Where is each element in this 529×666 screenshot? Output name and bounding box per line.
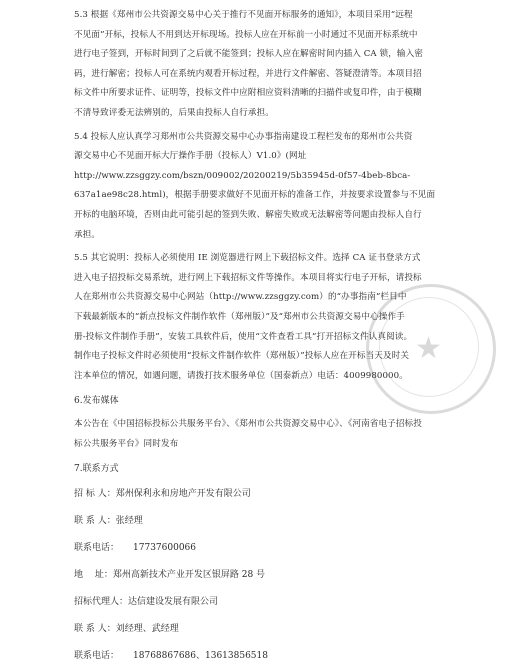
contact-row — [74, 593, 499, 612]
contact-value: 郑州高新技术产业开发区银屏路 28 号 — [112, 570, 266, 581]
text-line: 册-投标文件制作手册”，安装工具软件后，使用“文件查看工具”打开招标文件认真阅读。 — [74, 331, 413, 342]
contact-value: 刘经理、武经理 — [115, 624, 179, 635]
text-line: 不清导致评委无法辨别的，后果由投标人自行承担。 — [74, 107, 274, 118]
paragraph-p53 — [74, 6, 499, 124]
text-line: 进行电子签到，开标时间到了之后就不能签到；投标人应在解密时间内插入 CA 锁，输入密 — [74, 49, 424, 60]
text-line: 进入电子招投标交易系统，进行网上下载招标文件等操作。本项目将实行电子开标，请投标 — [74, 272, 422, 283]
contact-label: 地 址： — [74, 570, 113, 581]
section-media — [74, 392, 499, 454]
seal-star-icon: ★ — [415, 331, 442, 366]
text-line: 下载最新版本的“新点投标文件制作软件（郑州版）”及“郑州市公共资源交易中心操作手 — [74, 311, 405, 322]
text-line: 标文件中所要求证件、证明等，投标文件中应附相应资料清晰的扫描件或复印件，由于模糊 — [74, 88, 422, 99]
body-paragraphs — [74, 6, 499, 386]
text-line: 人在郑州市公共资源交易中心网站（http://www.zzsggzy.com）的“办事指南”栏目中 — [74, 292, 407, 303]
text-line: 5.3 根据《郑州市公共资源交易中心关于推行不见面开标服务的通知》，本项目采用“远程 — [74, 10, 413, 20]
section-contact — [74, 460, 499, 666]
section-contact-heading: 7.联系方式 — [74, 464, 119, 475]
contact-label: 联系电话： — [74, 651, 120, 662]
contact-value: 达信建设发展有限公司 — [128, 597, 219, 608]
contact-label: 联系电话： — [74, 543, 120, 554]
contact-row — [74, 512, 499, 531]
section-media-heading: 6.发布媒体 — [74, 396, 119, 407]
contact-value: 张经理 — [115, 516, 143, 527]
text-line: http://www.zzsggzy.com/bszn/009002/20200219/5b35945d-0f57-4beb-8bca- — [74, 170, 411, 181]
text-line: 源交易中心不见面开标大厅操作手册（投标人）V1.0》(网址 — [74, 151, 307, 162]
text-line: 637a1ae98c28.html)，根据手册要求做好不见面开标的准备工作，并按要求设置参与不见面 — [74, 190, 436, 201]
text-line: 开标的电脑环境，否则由此可能引起的签到失败、解密失败或无法解密等问题由投标人自行 — [74, 209, 422, 220]
contact-row — [74, 539, 499, 558]
text-line: 本公告在《中国招标投标公共服务平台》、《郑州市公共资源交易中心》、《河南省电子招标投 — [74, 419, 422, 430]
paragraph-p55 — [74, 249, 499, 386]
contact-row — [74, 485, 499, 504]
contact-label: 联 系 人： — [74, 624, 116, 635]
contact-row — [74, 620, 499, 639]
text-line: 标公共服务平台》同时发布 — [74, 438, 179, 449]
contact-value: 郑州保利永和房地产开发有限公司 — [115, 489, 251, 500]
contact-value: 17737600066 — [133, 543, 197, 554]
contact-label: 招标代理人： — [74, 597, 129, 608]
text-line: 5.4 投标人应认真学习郑州市公共资源交易中心办事指南建设工程栏发布的郑州市公共资 — [74, 131, 413, 142]
contact-label: 联 系 人： — [74, 516, 116, 527]
text-line: 不见面”开标，投标人不用到达开标现场。投标人应在开标前一小时通过不见面开标系统中 — [74, 29, 418, 40]
contact-row — [74, 566, 499, 585]
text-line: 码，进行解密；投标人可在系统内观看开标过程，并进行文件解密、答疑澄清等。本项目招 — [74, 68, 422, 79]
text-line: 承担。 — [74, 229, 101, 240]
paragraph-p54 — [74, 128, 499, 246]
text-line: 5.5 其它说明：投标人必须使用 IE 浏览器进行网上下载招标文件。选择 CA 证书登录方式 — [74, 253, 421, 264]
contact-row — [74, 647, 499, 666]
section-media-text — [74, 415, 499, 454]
text-line: 注本单位的情况，如遇问题，请拨打技术服务单位（国泰新点）电话：4009980000。 — [74, 370, 408, 381]
contact-label: 招 标 人： — [74, 489, 116, 500]
contact-list — [74, 485, 499, 666]
text-line: 制作电子投标文件时必须使用“投标文件制作软件（郑州版）”投标人应在开标当天及时关 — [74, 351, 410, 362]
contact-value: 18768867686、13613856518 — [133, 651, 268, 662]
